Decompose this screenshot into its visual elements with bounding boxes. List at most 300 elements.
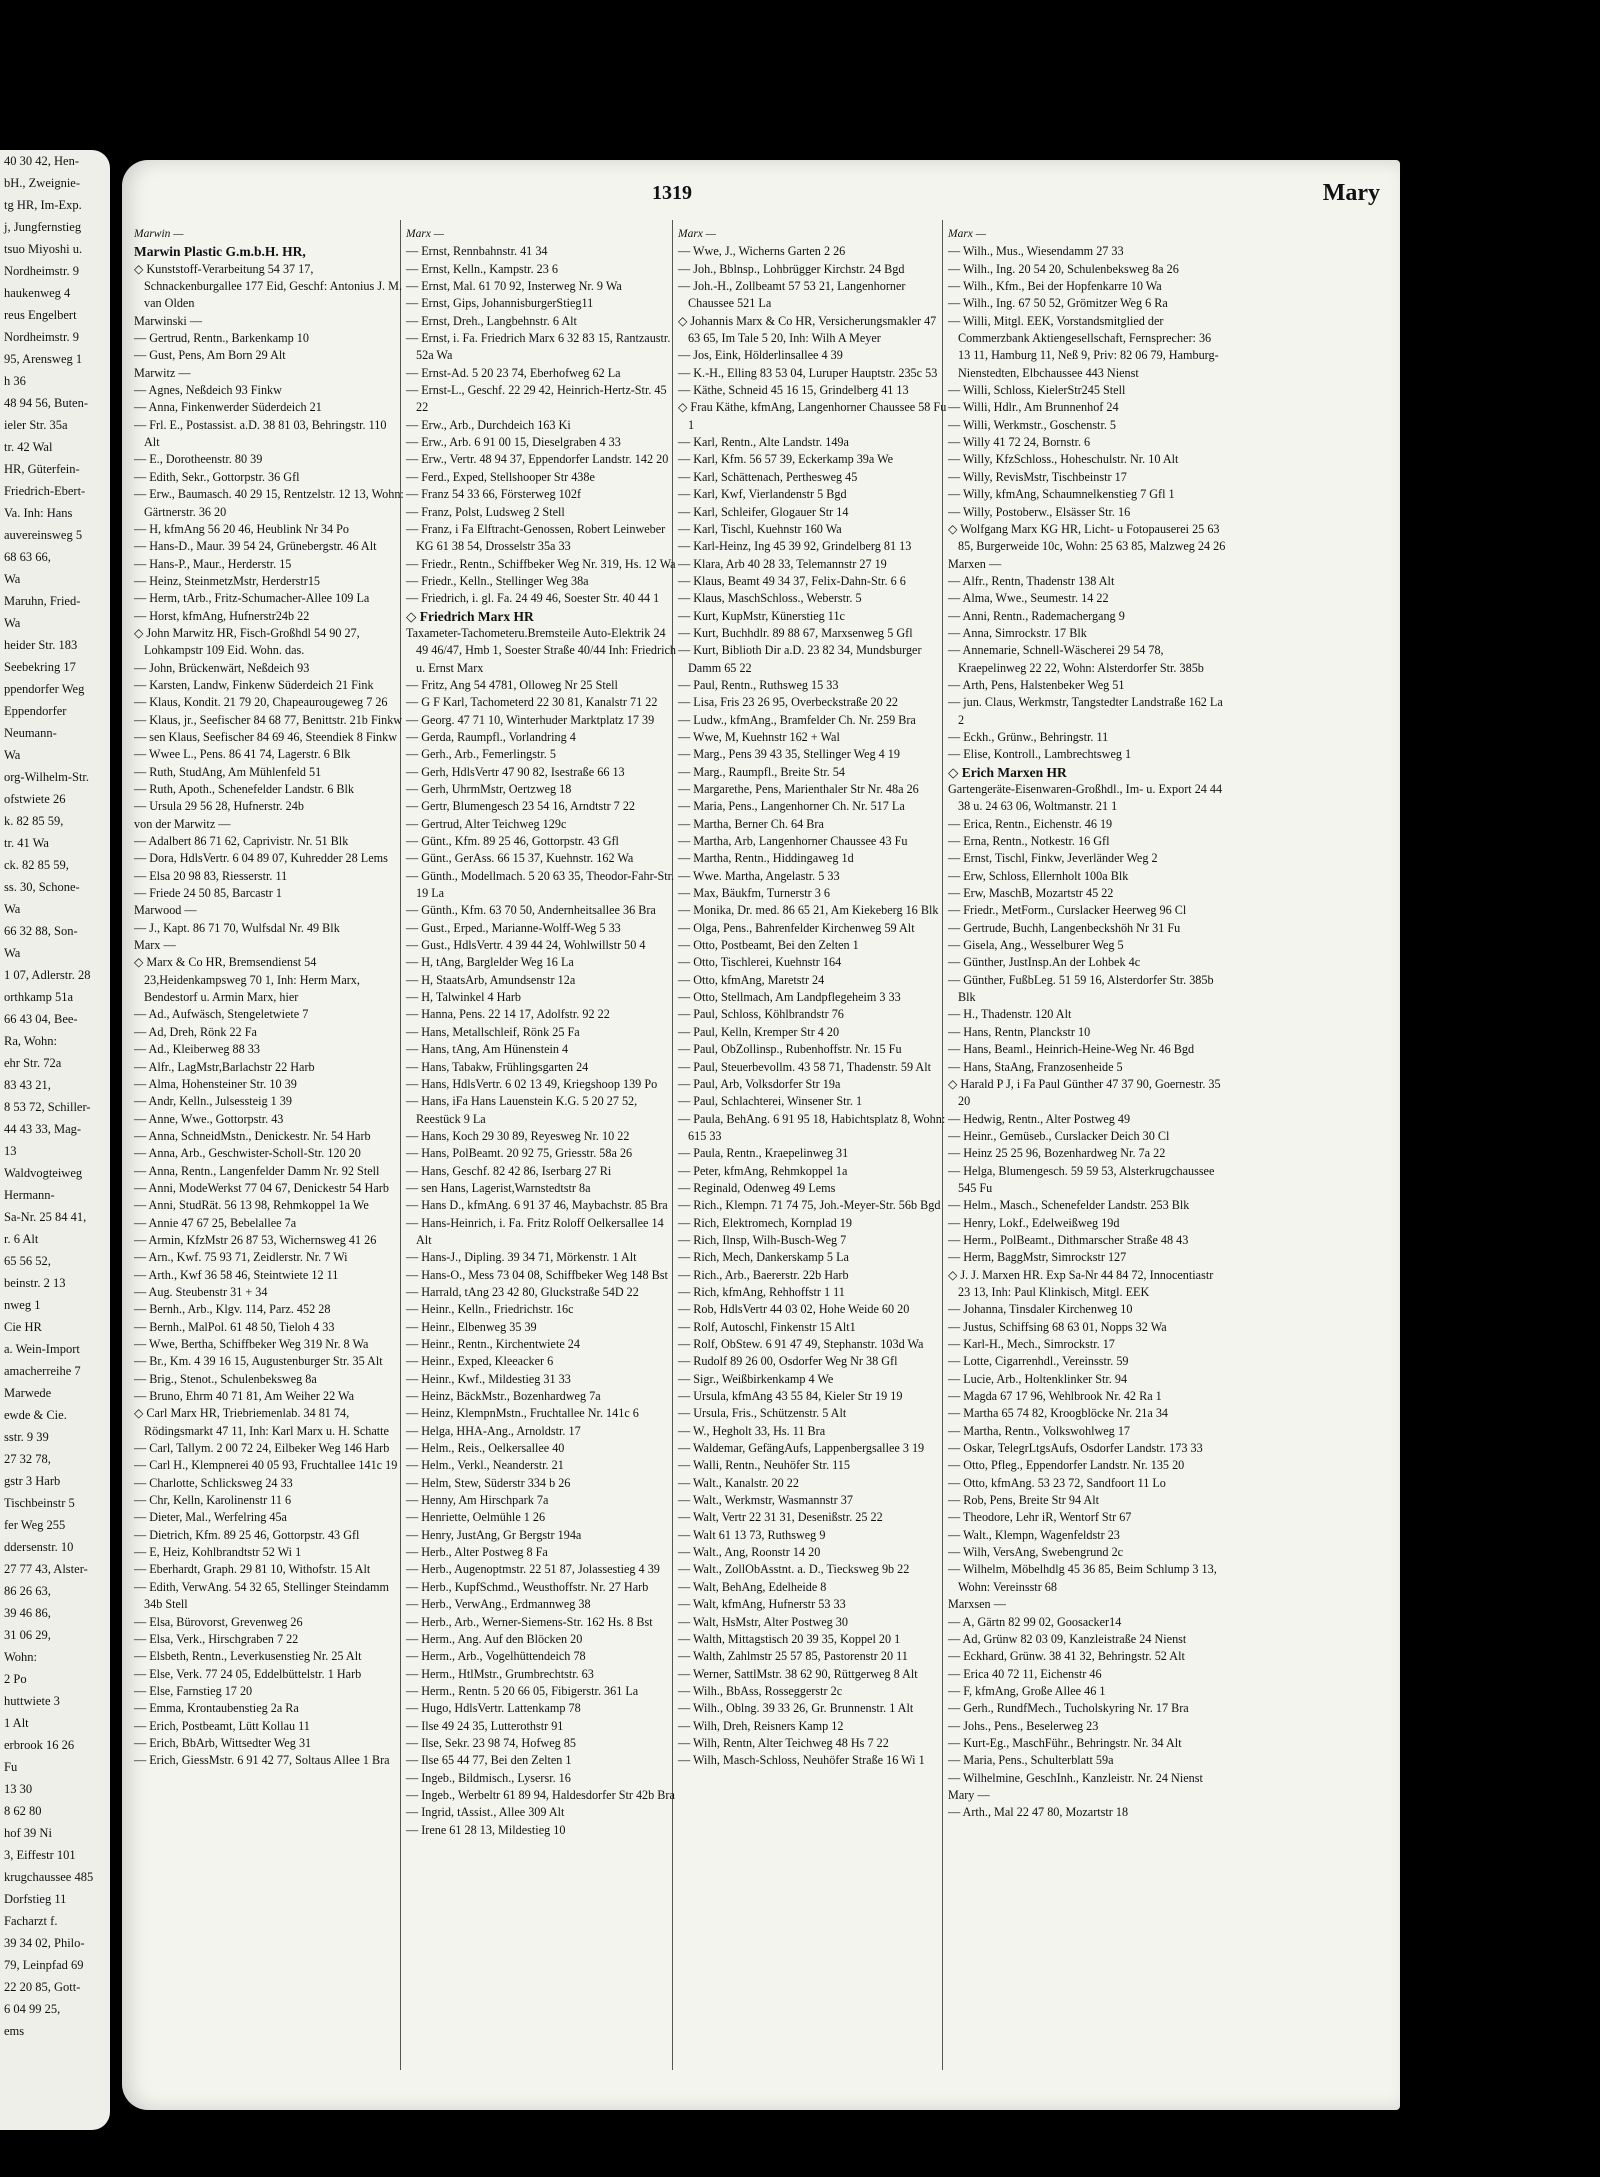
directory-entry: — Erw, Schloss, Ellernholt 100a Blk: [948, 868, 1129, 883]
directory-entry: — Gertrude, Buchh, Langenbeckshöh Nr 31 Fu: [948, 920, 1181, 935]
directory-entry: — Else, Verk. 77 24 05, Eddelbüttelstr. 1 Harb: [134, 1666, 362, 1681]
directory-entry: ◇ Harald P J, i Fa Paul Günther 47 37 90, Goernestr. 35 20: [948, 1076, 1221, 1109]
directory-entry: — Klara, Arb 40 28 33, Telemannstr 27 19: [678, 556, 887, 571]
directory-entry: — Ad., Kleiberweg 88 33: [134, 1042, 260, 1057]
directory-entry: — Ernst, Kelln., Kampstr. 23 6: [406, 261, 558, 276]
directory-entry: — Willi, Schloss, KielerStr245 Stell: [948, 383, 1126, 398]
directory-entry: — Carl, Tallym. 2 00 72 24, Eilbeker Weg 146 Harb: [134, 1441, 390, 1456]
directory-entry: ◇ Johannis Marx & Co HR, Versicherungsmakler 47 63 65, Im Tale 5 20, Inh: Wilh A Meyer: [678, 313, 937, 346]
left-fragment-line: 66 32 88, Son-: [4, 924, 78, 938]
directory-entry: — Elise, Kontroll., Lambrechtsweg 1: [948, 747, 1132, 762]
directory-entry: — Karl-H., Mech., Simrockstr. 17: [948, 1337, 1115, 1351]
directory-entry: — Walt 61 13 73, Ruthsweg 9: [678, 1527, 826, 1542]
directory-entry: — Hans, HdlsVertr. 6 02 13 49, Kriegshoop 139 Po: [406, 1076, 658, 1091]
column-3: [678, 226, 948, 1770]
directory-entry: — Heinr., Exped, Kleeacker 6: [406, 1354, 554, 1369]
directory-entry: — Erw., Arb. 6 91 00 15, Dieselgraben 4 33: [406, 435, 621, 450]
directory-entry: — Hans, StaAng, Franzosenheide 5: [948, 1059, 1123, 1074]
directory-entry: ◇ Carl Marx HR, Triebriemenlab. 34 81 74, Rödingsmarkt 47 11, Inh: Karl Marx u. H. Schatte: [134, 1406, 389, 1438]
directory-entry: — Hans-J., Dipling. 39 34 71, Mörkenstr. 1 Alt: [406, 1250, 637, 1265]
directory-entry: — Wwe, M, Kuehnstr 162 + Wal: [678, 729, 840, 744]
column-head: Marx —: [948, 228, 987, 240]
left-fragment-line: Wa: [4, 572, 21, 586]
directory-entry: — Willi, Hdlr., Am Brunnenhof 24: [948, 400, 1119, 415]
left-fragment-line: h 36: [4, 374, 26, 388]
directory-entry: — Ruth, Apoth., Schenefelder Landstr. 6 Blk: [134, 782, 355, 796]
directory-entry: — Bernh., MalPol. 61 48 50, Tieloh 4 33: [134, 1319, 335, 1334]
directory-entry: — Karl, Schättenach, Perthesweg 45: [678, 469, 858, 484]
directory-entry: — G F Karl, Tachometerd 22 30 81, Kanalstr 71 22: [406, 695, 658, 710]
directory-entry: — Irene 61 28 13, Mildestieg 10: [406, 1822, 566, 1837]
directory-entry: — Hans D., kfmAng. 6 91 37 46, Maybachstr. 85 Bra: [406, 1198, 668, 1213]
directory-entry: — W., Hegholt 33, Hs. 11 Bra: [678, 1423, 826, 1438]
left-fragment-line: 1 07, Adlerstr. 28: [4, 968, 91, 982]
directory-entry: — Walt, HsMstr, Alter Postweg 30: [678, 1614, 848, 1629]
left-fragment-line: 79, Leinpfad 69: [4, 1958, 84, 1972]
directory-entry: — Wilh, Masch-Schloss, Neuhöfer Straße 16 Wi 1: [678, 1753, 925, 1768]
left-fragment-line: 40 30 42, Hen-: [4, 154, 79, 168]
directory-entry: — Alma, Hohensteiner Str. 10 39: [134, 1076, 297, 1091]
directory-entry: — Herm., Rentn. 5 20 66 05, Fibigerstr. 361 La: [406, 1683, 639, 1698]
directory-entry: — Klaus, MaschSchloss., Weberstr. 5: [678, 591, 862, 606]
directory-entry: — Wilh, Dreh, Reisners Kamp 12: [678, 1718, 844, 1733]
directory-entry: — Kurt, KupMstr, Künerstieg 11c: [678, 608, 845, 623]
directory-entry: — Gerh, HdlsVertr 47 90 82, Isestraße 66 13: [406, 764, 625, 779]
directory-entry: — Ad., Aufwäsch, Stengeletwiete 7: [134, 1007, 309, 1022]
left-fragment-line: ems: [4, 2024, 25, 2038]
directory-entry: — A, Gärtn 82 99 02, Goosacker14: [948, 1614, 1122, 1629]
directory-entry: — Wwe, J., Wicherns Garten 2 26: [678, 244, 846, 259]
left-fragment-line: fer Weg 255: [4, 1518, 66, 1532]
left-fragment-line: Cie HR: [4, 1320, 42, 1334]
directory-entry: — E, Heiz, Kohlbrandtstr 52 Wi 1: [134, 1545, 302, 1560]
directory-entry: — Ruth, StudAng, Am Mühlenfeld 51: [134, 764, 322, 779]
directory-entry: — Herm., PolBeamt., Dithmarscher Straße 48 43: [948, 1232, 1189, 1247]
directory-entry: — Walth, Zahlmstr 25 57 85, Pastorenstr 20 11: [678, 1649, 908, 1664]
directory-entry: — Karsten, Landw, Finkenw Süderdeich 21 Fink: [134, 677, 374, 692]
directory-entry: — Brig., Stenot., Schulenbeksweg 8a: [134, 1371, 317, 1386]
directory-entry: — Ad, Dreh, Rönk 22 Fa: [134, 1024, 257, 1039]
left-fragment-line: Maruhn, Fried-: [4, 594, 81, 608]
directory-entry: — Ernst, Rennbahnstr. 41 34: [406, 244, 548, 259]
directory-entry: — Karl-Heinz, Ing 45 39 92, Grindelberg 81 13: [678, 539, 912, 554]
directory-entry: — Hanna, Pens. 22 14 17, Adolfstr. 92 22: [406, 1007, 610, 1022]
left-fragment-line: tr. 41 Wa: [4, 836, 49, 850]
left-fragment-line: hof 39 Ni: [4, 1826, 52, 1840]
directory-entry: — Walt, Vertr 22 31 31, Desenißstr. 25 22: [678, 1510, 883, 1525]
left-fragment-line: 65 56 52,: [4, 1254, 51, 1268]
directory-entry: — Chr, Kelln, Karolinenstr 11 6: [134, 1493, 292, 1508]
directory-entry: — Gerda, Raumpfl., Vorlandring 4: [406, 729, 576, 744]
directory-entry: — Rob, HdlsVertr 44 03 02, Hohe Weide 60 20: [678, 1302, 910, 1317]
directory-entry: — Erica 40 72 11, Eichenstr 46: [948, 1666, 1102, 1681]
left-fragment-line: amacherreihe 7: [4, 1364, 81, 1378]
directory-entry: — Sigr., Weißbirkenkamp 4 We: [678, 1371, 834, 1386]
directory-entry: — Helga, Blumengesch. 59 59 53, Alsterkrugchaussee 545 Fu: [948, 1163, 1215, 1195]
column-1: [134, 226, 404, 1770]
directory-entry: — Rudolf 89 26 00, Osdorfer Weg Nr 38 Gfl: [678, 1354, 898, 1369]
left-fragment-line: 83 43 21,: [4, 1078, 51, 1092]
directory-entry: — Herm, BaggMstr, Simrockstr 127: [948, 1250, 1127, 1265]
directory-entry: — Anni, ModeWerkst 77 04 67, Denickestr 54 Harb: [134, 1180, 389, 1195]
directory-entry: — Heinz, SteinmetzMstr, Herderstr15: [134, 573, 321, 588]
left-fragment-line: heider Str. 183: [4, 638, 78, 652]
directory-entry: Marwin Plastic G.m.b.H. HR,: [134, 244, 306, 260]
directory-entry: — Willy, RevisMstr, Tischbeinstr 17: [948, 469, 1127, 484]
directory-entry: — Herm., Ang. Auf den Blöcken 20: [406, 1631, 583, 1646]
left-fragment-line: 48 94 56, Buten-: [4, 396, 89, 410]
directory-entry: — Erich, BbArb, Wittsedter Weg 31: [134, 1735, 312, 1750]
directory-entry: — Monika, Dr. med. 86 65 21, Am Kiekeberg 16 Blk: [678, 903, 939, 918]
directory-entry: — Gerh., RundfMech., Tucholskyring Nr. 17 Bra: [948, 1701, 1189, 1716]
directory-entry: — Willy, kfmAng, Schaumnelkenstieg 7 Gfl 1: [948, 487, 1175, 502]
left-fragment-line: ieler Str. 35a: [4, 418, 68, 432]
left-fragment-line: 68 63 66,: [4, 550, 51, 564]
directory-entry: — Gertrud, Alter Teichweg 129c: [406, 816, 567, 831]
directory-entry: ◇ Frau Käthe, kfmAng, Langenhorner Chaussee 58 Fu 1: [678, 400, 947, 432]
directory-entry: — Herb., Alter Postweg 8 Fa: [406, 1545, 548, 1560]
directory-entry: — Edith, Sekr., Gottorpstr. 36 Gfl: [134, 469, 300, 484]
directory-entry: — Anna, Arb., Geschwister-Scholl-Str. 120 20: [134, 1146, 361, 1161]
directory-entry: — Heinr., Gemüseb., Curslacker Deich 30 Cl: [948, 1128, 1170, 1143]
directory-entry: — Anna, Rentn., Langenfelder Damm Nr. 92 Stell: [134, 1163, 380, 1178]
left-fragment-line: 2 Po: [4, 1672, 27, 1686]
directory-entry: — Wilh., Kfm., Bei der Hopfenkarre 10 Wa: [948, 279, 1162, 294]
directory-entry: — Wwe. Martha, Angelastr. 5 33: [678, 868, 840, 883]
directory-entry: — Otto, Postbeamt, Bei den Zelten 1: [678, 938, 859, 953]
directory-entry: — Willy 41 72 24, Bornstr. 6: [948, 435, 1091, 450]
directory-entry: — Hans-Heinrich, i. Fa. Fritz Roloff Oelkersallee 14 Alt: [406, 1215, 664, 1247]
directory-entry: Marxen —: [948, 556, 1002, 571]
directory-entry: — Günther, FußbLeg. 51 59 16, Alsterdorfer Str. 385b Blk: [948, 972, 1214, 1005]
directory-entry: — Hugo, HdlsVertr. Lattenkamp 78: [406, 1701, 581, 1716]
directory-entry: — Herb., KupfSchmd., Weusthoffstr. Nr. 27 Harb: [406, 1579, 649, 1594]
directory-entry: — Justus, Schiffsing 68 63 01, Nopps 32 Wa: [948, 1319, 1167, 1334]
left-fragment-line: 3, Eiffestr 101: [4, 1848, 76, 1862]
directory-entry: — Gust, Pens, Am Born 29 Alt: [134, 348, 286, 363]
directory-entry: von der Marwitz —: [134, 816, 231, 831]
left-fragment-line: Wa: [4, 748, 21, 762]
directory-entry: — Heinr., Kwf., Mildestieg 31 33: [406, 1371, 571, 1386]
directory-entry: — Walt., ZollObAsstnt. a. D., Tiecksweg 9b 22: [678, 1562, 910, 1577]
left-fragment-line: 8 53 72, Schiller-: [4, 1100, 91, 1114]
directory-entry: — Anne, Wwe., Gottorpstr. 43: [134, 1111, 284, 1126]
directory-entry: — Paul, Schloss, Köhlbrandstr 76: [678, 1007, 844, 1022]
directory-entry: — F, kfmAng, Große Allee 46 1: [948, 1683, 1106, 1698]
directory-entry: — Marg., Raumpfl., Breite Str. 54: [678, 764, 845, 779]
directory-entry: — Lotte, Cigarrenhdl., Vereinsstr. 59: [948, 1354, 1129, 1369]
left-fragment-line: ddersenstr. 10: [4, 1540, 74, 1554]
directory-entry: — Ingeb., Bildmisch., Lysersr. 16: [406, 1770, 571, 1785]
directory-entry: — Erw., Vertr. 48 94 37, Eppendorfer Landstr. 142 20: [406, 452, 669, 467]
directory-entry: — Hans, Rentn, Planckstr 10: [948, 1024, 1091, 1039]
directory-entry: — Günther, JustInsp.An der Lohbek 4c: [948, 955, 1141, 970]
directory-entry: — Otto, kfmAng, Maretstr 24: [678, 972, 825, 987]
directory-entry: — Henny, Am Hirschpark 7a: [406, 1493, 549, 1508]
left-fragment-line: ck. 82 85 59,: [4, 858, 69, 872]
column-2: [406, 226, 676, 1839]
directory-entry: — Karl, Tischl, Kuehnstr 160 Wa: [678, 521, 842, 536]
directory-entry: — Paul, ObZollinsp., Rubenhoffstr. Nr. 15 Fu: [678, 1042, 902, 1057]
left-fragment-line: Wohn:: [4, 1650, 38, 1664]
directory-entry: Marwitz —: [134, 365, 191, 380]
directory-entry: — Eckhard, Grünw. 38 41 32, Behringstr. 52 Alt: [948, 1649, 1185, 1664]
directory-entry: — Paula, Rentn., Kraepelinweg 31: [678, 1146, 849, 1161]
directory-entry: — Andr, Kelln., Julsessteig 1 39: [134, 1094, 292, 1109]
left-fragment-line: Neumann-: [4, 726, 57, 740]
directory-entry: — Ludw., kfmAng., Bramfelder Ch. Nr. 259 Bra: [678, 712, 916, 727]
directory-entry: — Hans, Beaml., Heinrich-Heine-Weg Nr. 46 Bgd: [948, 1042, 1195, 1057]
directory-entry: — Heinz 25 25 96, Bozenhardweg Nr. 7a 22: [948, 1146, 1166, 1161]
directory-entry: — Heinr., Elbenweg 35 39: [406, 1319, 537, 1334]
left-fragment-line: Va. Inh: Hans: [4, 506, 73, 520]
directory-entry: — Alma, Wwe., Seumestr. 14 22: [948, 591, 1109, 606]
directory-entry: — Günt., GerAss. 66 15 37, Kuehnstr. 162 Wa: [406, 851, 634, 866]
left-fragment-line: Wa: [4, 616, 21, 630]
directory-page: [122, 160, 1400, 2110]
page-number: 1319: [652, 182, 692, 204]
directory-entry: ◇ Friedrich Marx HR: [406, 608, 534, 624]
directory-entry: — Herm, tArb., Fritz-Schumacher-Allee 109 La: [134, 591, 370, 606]
directory-entry: — Heinz, KlempnMstn., Fruchtallee Nr. 141c 6: [406, 1406, 639, 1421]
left-fragment-line: Sa-Nr. 25 84 41,: [4, 1210, 87, 1224]
directory-entry: — Willi, Werkmstr., Goschenstr. 5: [948, 417, 1117, 432]
left-fragment-line: Nordheimstr. 9: [4, 264, 79, 278]
directory-entry: — Walt., Klempn, Wagenfeldstr 23: [948, 1527, 1120, 1542]
directory-entry: — Ad, Grünw 82 03 09, Kanzleistraße 24 Nienst: [948, 1631, 1187, 1646]
directory-entry: — Rich, Elektromech, Kornplad 19: [678, 1215, 852, 1230]
directory-entry: — Martha 65 74 82, Kroogblöcke Nr. 21a 34: [948, 1406, 1169, 1421]
directory-entry: — Arth., Mal 22 47 80, Mozartstr 18: [948, 1805, 1129, 1820]
directory-entry: — Ursula 29 56 28, Hufnerstr. 24b: [134, 799, 304, 814]
directory-entry: — Hans, Tabakw, Frühlingsgarten 24: [406, 1059, 589, 1074]
directory-entry: — Walt., Werkmstr, Wasmannstr 37: [678, 1493, 853, 1508]
directory-entry: — H., Thadenstr. 120 Alt: [948, 1007, 1072, 1022]
directory-entry: — Hans, PolBeamt. 20 92 75, Griesstr. 58a 26: [406, 1146, 633, 1161]
directory-entry: — Anni, Rentn., Rademachergang 9: [948, 608, 1125, 623]
directory-entry: — Ernst-L., Geschf. 22 29 42, Heinrich-Hertz-Str. 45 22: [406, 383, 667, 415]
directory-entry: — Franz 54 33 66, Försterweg 102f: [406, 487, 581, 502]
directory-entry: — Wilh., Ing. 20 54 20, Schulenbeksweg 8a 26: [948, 261, 1179, 276]
left-fragment-line: nweg 1: [4, 1298, 41, 1312]
directory-entry: — Anna, Finkenwerder Süderdeich 21: [134, 400, 322, 415]
directory-entry: — Willi, Mitgl. EEK, Vorstandsmitglied der Commerzbank Aktiengesellschaft, Fernsprecher: 36 13 11, Hamburg 11, Neß 9, Priv: 82 06 79, Hamburg-Nienstedten, Elbchaussee 443 Nienst: [948, 313, 1219, 380]
directory-entry: — Klaus, Kondit. 21 79 20, Chapeaurougeweg 7 26: [134, 695, 388, 710]
directory-entry: — Paul, Rentn., Ruthsweg 15 33: [678, 677, 839, 692]
directory-entry: — Ilse 49 24 35, Lutterothstr 91: [406, 1718, 564, 1733]
directory-entry: — Bernh., Arb., Klgv. 114, Parz. 452 28: [134, 1302, 331, 1317]
directory-entry: — Rich, Ilnsp, Wilh-Busch-Weg 7: [678, 1232, 847, 1247]
directory-entry: — Maria, Pens., Schulterblatt 59a: [948, 1753, 1114, 1768]
left-fragment-line: 1 Alt: [4, 1716, 29, 1730]
directory-entry: — Martha, Rentn., Hiddingaweg 1d: [678, 851, 854, 866]
directory-entry: — Wilh., BbAss, Rosseggerstr 2c: [678, 1683, 843, 1698]
directory-entry: — Karl, Schleifer, Glogauer Str 14: [678, 504, 849, 519]
left-fragment-line: Seebekring 17: [4, 660, 76, 674]
directory-entry: — Kurt-Eg., MaschFühr., Behringstr. Nr. 34 Alt: [948, 1735, 1182, 1750]
directory-entry: — Heinr., Rentn., Kirchentwiete 24: [406, 1337, 580, 1351]
directory-entry: — Walt, kfmAng, Hufnerstr 53 33: [678, 1597, 846, 1612]
directory-entry: — Ernst, Mal. 61 70 92, Insterweg Nr. 9 Wa: [406, 279, 622, 294]
left-fragment-line: 13 30: [4, 1782, 33, 1796]
directory-entry: Mary —: [948, 1787, 990, 1802]
left-page-fragment: [0, 150, 110, 2130]
left-fragment-line: Wa: [4, 946, 21, 960]
left-fragment-line: Hermann-: [4, 1188, 55, 1202]
directory-entry: — Elsbeth, Rentn., Leverkusenstieg Nr. 25 Alt: [134, 1649, 362, 1664]
directory-entry: — K.-H., Elling 83 53 04, Luruper Hauptstr. 235c 53: [678, 365, 938, 380]
directory-entry: — Klaus, jr., Seefischer 84 68 77, Benittstr. 21b Finkw: [134, 712, 403, 727]
left-fragment-line: k. 82 85 59,: [4, 814, 64, 828]
left-fragment-line: Friedrich-Ebert-: [4, 484, 86, 498]
directory-entry: — Helga, HHA-Ang., Arnoldstr. 17: [406, 1423, 581, 1438]
directory-entry: — Hans-O., Mess 73 04 08, Schiffbeker Weg 148 Bst: [406, 1267, 668, 1282]
directory-entry: — Ursula, Fris., Schützenstr. 5 Alt: [678, 1406, 847, 1421]
directory-entry: — Anna, SchneidMstn., Denickestr. Nr. 54 Harb: [134, 1128, 371, 1143]
left-fragment-line: ewde & Cie.: [4, 1408, 67, 1422]
directory-entry: — Hans, iFa Hans Lauenstein K.G. 5 20 27 52, Reestück 9 La: [406, 1094, 638, 1126]
left-fragment-line: auvereinsweg 5: [4, 528, 83, 542]
left-fragment-line: ss. 30, Schone-: [4, 880, 80, 894]
directory-entry: — Hans, Metallschleif, Rönk 25 Fa: [406, 1024, 580, 1039]
directory-entry: — Max, Bäukfm, Turnerstr 3 6: [678, 886, 831, 901]
left-fragment-line: a. Wein-Import: [4, 1342, 80, 1356]
directory-entry: ◇ John Marwitz HR, Fisch-Großhdl 54 90 27, Lohkampstr 109 Eid. Wohn. das.: [134, 625, 360, 658]
directory-entry: — Gertr, Blumengesch 23 54 16, Arndtstr 7 22: [406, 799, 636, 814]
directory-entry: — Gisela, Ang., Wesselburer Weg 5: [948, 938, 1124, 953]
directory-entry: — Erich, Postbeamt, Lütt Kollau 11: [134, 1718, 310, 1733]
left-fragment-line: org-Wilhelm-Str.: [4, 770, 90, 784]
directory-entry: — Gerh, UhrmMstr, Oertzweg 18: [406, 782, 572, 796]
directory-entry: — Karl, Rentn., Alte Landstr. 149a: [678, 435, 849, 450]
directory-entry: — Otto, kfmAng. 53 23 72, Sandfoort 11 Lo: [948, 1475, 1166, 1490]
directory-entry: — Günth., Modellmach. 5 20 63 35, Theodor-Fahr-Str. 19 La: [406, 868, 675, 901]
directory-entry: — Otto, Tischlerei, Kuehnstr 164: [678, 955, 842, 970]
directory-entry: — Johs., Pens., Beselerweg 23: [948, 1718, 1099, 1733]
directory-entry: — Rich, kfmAng, Rehhoffstr 1 11: [678, 1284, 845, 1299]
directory-entry: — Ursula, kfmAng 43 55 84, Kieler Str 19 19: [678, 1389, 903, 1404]
directory-entry: — Helm., Verkl., Neanderstr. 21: [406, 1458, 564, 1473]
directory-entry: — Rolf, Autoschl, Finkenstr 15 Alt1: [678, 1319, 856, 1334]
directory-entry: — Wilh, VersAng, Swebengrund 2c: [948, 1545, 1124, 1560]
directory-entry: — Karl, Kwf, Vierlandenstr 5 Bgd: [678, 487, 847, 502]
directory-entry: — Käthe, Schneid 45 16 15, Grindelberg 41 13: [678, 383, 909, 398]
directory-entry: — Henry, JustAng, Gr Bergstr 194a: [406, 1527, 582, 1542]
directory-entry: Marwinski —: [134, 313, 203, 328]
directory-entry: — E., Dorotheenstr. 80 39: [134, 452, 263, 467]
directory-entry: — Martha, Arb, Langenhorner Chaussee 43 Fu: [678, 834, 908, 849]
left-fragment-line: 27 32 78,: [4, 1452, 51, 1466]
directory-entry: — Karl, Kfm. 56 57 39, Eckerkamp 39a We: [678, 452, 894, 467]
directory-entry: ◇ Kunststoff-Verarbeitung 54 37 17, Schnackenburgallee 177 Eid, Geschf: Antonius J. M. van Olden: [134, 261, 403, 311]
directory-entry: — Hans, Koch 29 30 89, Reyesweg Nr. 10 22: [406, 1128, 630, 1143]
directory-entry: — Lucie, Arb., Holtenklinker Str. 94: [948, 1371, 1128, 1386]
directory-entry: — Henriette, Oelmühle 1 26: [406, 1510, 546, 1525]
directory-entry: — Peter, kfmAng, Rehmkoppel 1a: [678, 1163, 848, 1178]
directory-entry: — H, kfmAng 56 20 46, Heublink Nr 34 Po: [134, 521, 349, 536]
directory-entry: — sen Hans, Lagerist,Warnstedtstr 8a: [406, 1180, 591, 1195]
left-fragment-line: Nordheimstr. 9: [4, 330, 79, 344]
directory-entry: — Waldemar, GefängAufs, Lappenbergsallee 3 19: [678, 1441, 925, 1456]
directory-entry: — Else, Farnstieg 17 20: [134, 1683, 253, 1698]
directory-entry: — Anni, StudRät. 56 13 98, Rehmkoppel 1a We: [134, 1198, 369, 1213]
directory-entry: — Otto, Stellmach, Am Landpflegeheim 3 33: [678, 990, 901, 1005]
running-head: Mary: [1322, 180, 1380, 206]
directory-entry: — Helm., Masch., Schenefelder Landstr. 253 Blk: [948, 1198, 1190, 1213]
directory-entry: — Anna, Simrockstr. 17 Blk: [948, 625, 1087, 640]
directory-entry: Gartengeräte-Eisenwaren-Großhdl., Im- u. Export 24 44 38 u. 24 63 06, Woltmanstr. 21 1: [948, 782, 1223, 814]
directory-entry: — Ernst, Tischl, Finkw, Jeverländer Weg 2: [948, 851, 1158, 866]
directory-entry: — Lisa, Fris 23 26 95, Overbeckstraße 20 22: [678, 695, 899, 710]
directory-entry: — Arth, Pens, Halstenbeker Weg 51: [948, 677, 1125, 692]
directory-entry: ◇ J. J. Marxen HR. Exp Sa-Nr 44 84 72, Innocentiastr 23 13, Inh: Paul Klinkisch, Mitgl. EEK: [948, 1267, 1214, 1299]
left-fragment-line: Eppendorfer: [4, 704, 67, 718]
directory-entry: — Gertrud, Rentn., Barkenkamp 10: [134, 331, 309, 346]
directory-entry: — Gust., Erped., Marianne-Wolff-Weg 5 33: [406, 920, 621, 935]
directory-entry: — Rolf, ObStew. 6 91 47 49, Stephanstr. 103d Wa: [678, 1337, 924, 1351]
directory-entry: — Erw., Arb., Durchdeich 163 Ki: [406, 417, 571, 432]
left-fragment-line: 86 26 63,: [4, 1584, 51, 1598]
left-fragment-line: Tischbeinstr 5: [4, 1496, 75, 1510]
directory-entry: — Fritz, Ang 54 4781, Olloweg Nr 25 Stell: [406, 677, 618, 692]
left-fragment-line: krugchaussee 485: [4, 1870, 94, 1884]
left-fragment-line: 22 20 85, Gott-: [4, 1980, 81, 1994]
directory-entry: — Eckh., Grünw., Behringstr. 11: [948, 729, 1109, 744]
directory-entry: — Helm, Stew, Süderstr 334 b 26: [406, 1475, 571, 1490]
directory-entry: — J., Kapt. 86 71 70, Wulfsdal Nr. 49 Blk: [134, 920, 340, 935]
directory-entry: — Friedr., Rentn., Schiffbeker Weg Nr. 319, Hs. 12 Wa: [406, 556, 676, 571]
directory-entry: — Adalbert 86 71 62, Caprivistr. Nr. 51 Blk: [134, 834, 349, 849]
directory-entry: — Ernst, Gips, JohannisburgerStieg11: [406, 296, 594, 311]
directory-entry: — Frl. E., Postassist. a.D. 38 81 03, Behringstr. 110 Alt: [134, 417, 387, 450]
directory-entry: — Agnes, Neßdeich 93 Finkw: [134, 383, 282, 398]
directory-entry: — Friede 24 50 85, Barcastr 1: [134, 886, 282, 901]
directory-entry: — Armin, KfzMstr 26 87 53, Wichernsweg 41 26: [134, 1232, 377, 1247]
directory-entry: — Wilh, Rentn, Alter Teichweg 48 Hs 7 22: [678, 1735, 889, 1750]
directory-entry: — Alfr., LagMstr,Barlachstr 22 Harb: [134, 1059, 315, 1074]
directory-entry: — Paul, Steuerbevollm. 43 58 71, Thadenstr. 59 Alt: [678, 1059, 931, 1074]
left-fragment-line: 27 77 43, Alster-: [4, 1562, 88, 1576]
left-fragment-line: Ra, Wohn:: [4, 1034, 57, 1048]
column-head: Marx —: [678, 228, 717, 240]
directory-entry: — Erich, GiessMstr. 6 91 42 77, Soltaus Allee 1 Bra: [134, 1753, 390, 1768]
directory-entry: — Helm., Reis., Oelkersallee 40: [406, 1441, 565, 1456]
column-head: Marwin —: [134, 228, 184, 240]
left-fragment-line: Facharzt f.: [4, 1914, 58, 1928]
directory-entry: — Ernst, i. Fa. Friedrich Marx 6 32 83 15, Rantzaustr. 52a Wa: [406, 331, 671, 363]
left-fragment-line: bH., Zweignie-: [4, 176, 81, 190]
directory-entry: — Oskar, TelegrLtgsAufs, Osdorfer Landstr. 173 33: [948, 1441, 1203, 1456]
directory-entry: — Wwe, Bertha, Schiffbeker Weg 319 Nr. 8 Wa: [134, 1337, 369, 1351]
directory-entry: — Herb., VerwAng., Erdmannweg 38: [406, 1597, 591, 1612]
directory-entry: ◇ Marx & Co HR, Bremsendienst 54 23,Heidenkampsweg 70 1, Inh: Herm Marx, Bendestorf u. Armin Marx, hier: [134, 955, 360, 1005]
directory-entry: — Henry, Lokf., Edelweißweg 19d: [948, 1215, 1120, 1230]
left-fragment-line: ehr Str. 72a: [4, 1056, 62, 1070]
directory-entry: — Jos, Eink, Hölderlinsallee 4 39: [678, 348, 843, 363]
directory-entry: — Elsa, Verk., Hirschgraben 7 22: [134, 1631, 299, 1646]
left-fragment-line: gstr 3 Harb: [4, 1474, 61, 1488]
directory-entry: — sen Klaus, Seefischer 84 69 46, Steendiek 8 Finkw: [134, 729, 398, 744]
directory-entry: — Edith, VerwAng. 54 32 65, Stellinger Steindamm 34b Stell: [134, 1579, 390, 1612]
directory-entry: — Hans, Geschf. 82 42 86, Iserbarg 27 Ri: [406, 1163, 612, 1178]
directory-entry: — Herb., Arb., Werner-Siemens-Str. 162 Hs. 8 Bst: [406, 1614, 653, 1629]
directory-entry: — Wilhelmine, GeschInh., Kanzleistr. Nr. 24 Nienst: [948, 1770, 1203, 1785]
directory-entry: — Martha, Berner Ch. 64 Bra: [678, 816, 824, 831]
directory-entry: — Annie 47 67 25, Bebelallee 7a: [134, 1215, 297, 1230]
left-fragment-line: tsuo Miyoshi u.: [4, 242, 83, 256]
directory-entry: — Paul, Kelln, Kremper Str 4 20: [678, 1024, 840, 1039]
directory-entry: — Joh.-H., Zollbeamt 57 53 21, Langenhorner Chaussee 521 La: [678, 279, 906, 311]
